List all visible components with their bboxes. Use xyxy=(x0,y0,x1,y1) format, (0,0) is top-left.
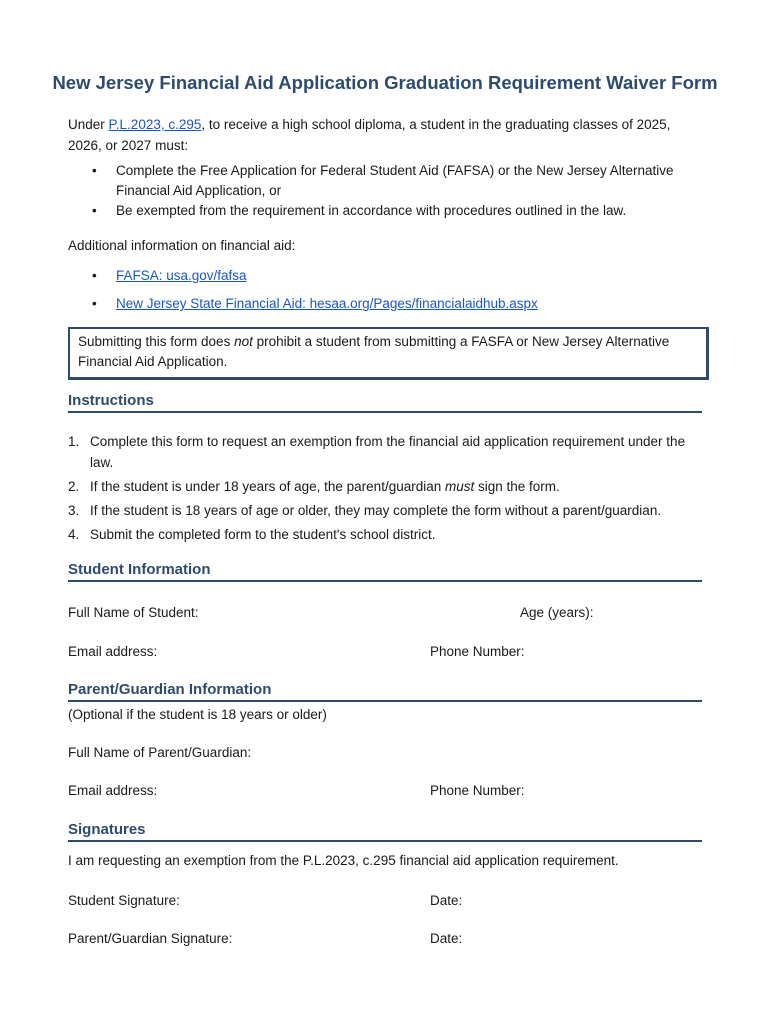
emphasis-text: not xyxy=(234,334,253,349)
intro-prefix: Under xyxy=(68,117,109,132)
emphasis-text: must xyxy=(445,479,475,494)
signatures-heading: Signatures xyxy=(68,821,702,842)
additional-info-label: Additional information on financial aid: xyxy=(68,238,296,253)
bullet-icon: • xyxy=(92,296,97,311)
info-links-list xyxy=(68,266,708,314)
bullet-icon: • xyxy=(92,203,97,218)
student-email-field[interactable]: Email address: xyxy=(68,644,158,659)
student-age-field[interactable]: Age (years): xyxy=(520,605,594,620)
requirements-list xyxy=(68,161,708,221)
list-item: 4. Submit the completed form to the student's school district. xyxy=(68,527,436,542)
parent-phone-field[interactable]: Phone Number: xyxy=(430,783,525,798)
form-title: New Jersey Financial Aid Application Graduation Requirement Waiver Form xyxy=(52,72,718,93)
fafsa-link[interactable]: FAFSA: usa.gov/fafsa xyxy=(116,268,247,283)
list-item: • Complete the Free Application for Federal Student Aid (FAFSA) or the New Jersey Alternative Financial Aid Application, or xyxy=(92,163,674,198)
student-phone-field[interactable]: Phone Number: xyxy=(430,644,525,659)
student-signature-field[interactable]: Student Signature: xyxy=(68,893,180,908)
parent-optional-note: (Optional if the student is 18 years or older) xyxy=(68,707,327,722)
instructions-list xyxy=(68,431,710,545)
list-item: 2. If the student is under 18 years of age, the parent/guardian must sign the form. xyxy=(68,479,560,494)
parent-info-heading: Parent/Guardian Information xyxy=(68,681,702,702)
list-item: 3. If the student is 18 years of age or older, they may complete the form without a parent/guardian. xyxy=(68,503,662,518)
list-item xyxy=(68,266,708,286)
parent-email-field[interactable]: Email address: xyxy=(68,783,158,798)
parent-date-field[interactable]: Date: xyxy=(430,931,463,946)
bullet-icon: • xyxy=(92,268,97,283)
nj-financial-aid-link[interactable]: New Jersey State Financial Aid: hesaa.org/Pages/financialaidhub.aspx xyxy=(116,296,538,311)
list-item xyxy=(68,294,708,314)
bullet-icon: • xyxy=(92,163,97,178)
student-date-field[interactable]: Date: xyxy=(430,893,463,908)
student-name-field[interactable]: Full Name of Student: xyxy=(68,605,199,620)
list-item: • Be exempted from the requirement in accordance with procedures outlined in the law. xyxy=(68,201,708,221)
intro-suffix: , to receive a high school diploma, a student in the graduating classes of 2025, 2026, or 2027 must: xyxy=(68,117,671,153)
notice-box: Submitting this form does not prohibit a student from submitting a FASFA or New Jersey Alternative Financial Aid Application. xyxy=(68,327,709,380)
student-info-heading: Student Information xyxy=(68,561,702,582)
parent-name-field[interactable]: Full Name of Parent/Guardian: xyxy=(68,745,252,760)
instructions-heading: Instructions xyxy=(68,392,702,413)
intro-paragraph xyxy=(68,114,698,156)
exemption-statement: I am requesting an exemption from the P.L.2023, c.295 financial aid application requirement. xyxy=(68,853,619,868)
law-link[interactable]: P.L.2023, c.295 xyxy=(108,117,202,132)
list-item: 1. Complete this form to request an exemption from the financial aid application requirement under the law. xyxy=(68,434,686,470)
parent-signature-field[interactable]: Parent/Guardian Signature: xyxy=(68,931,233,946)
